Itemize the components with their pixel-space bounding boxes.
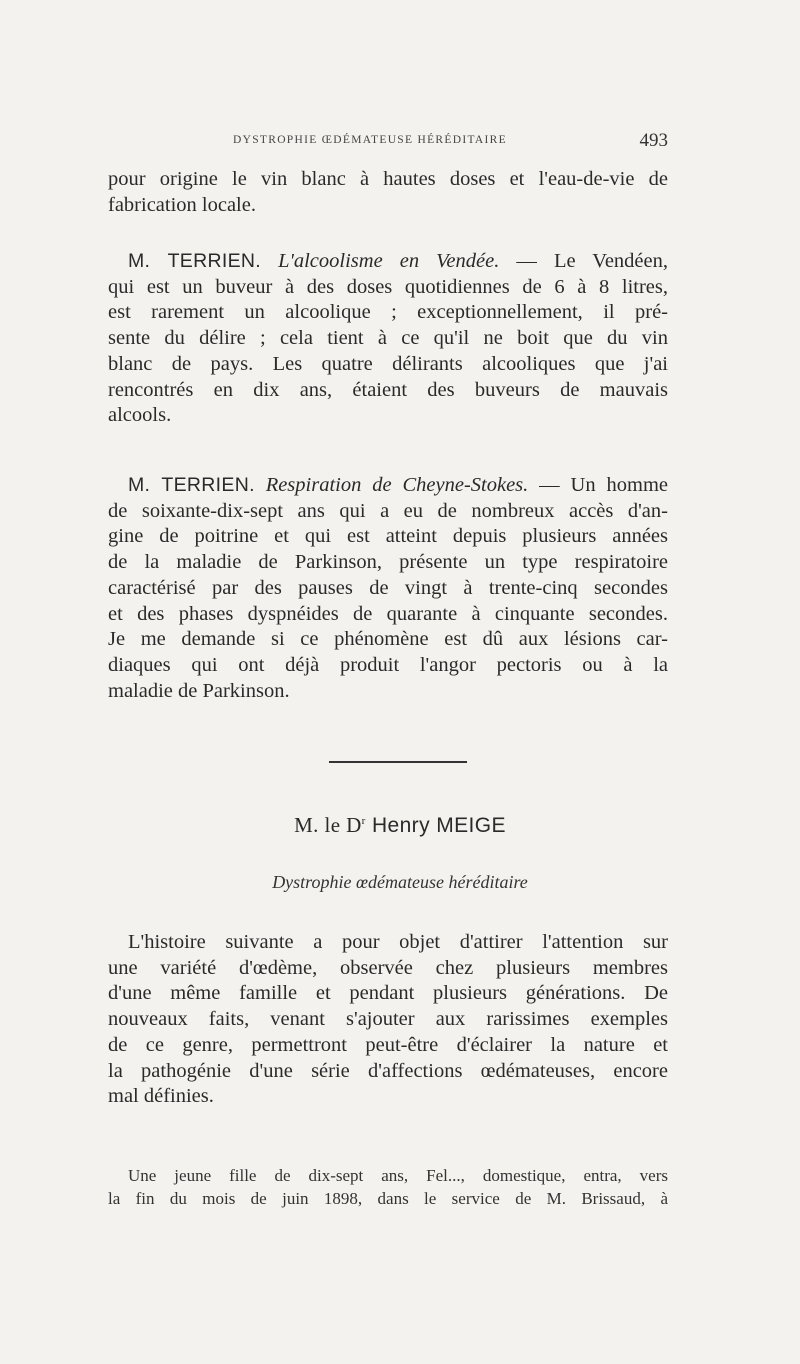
author-prefix: M. le D (294, 813, 362, 837)
text-line: la pathogénie d'une série d'affections œdémateuses, encore (108, 1059, 668, 1082)
text-fragment: — Le Vendéen, (499, 250, 668, 272)
paragraph-introduction (108, 930, 668, 1110)
text-line: est rarement un alcoolique ; exceptionnellement, il pré- (108, 301, 668, 324)
speaker-name: M. TERRIEN. (128, 250, 261, 272)
text-line: alcools. (108, 404, 172, 427)
text-line (108, 473, 668, 499)
text-line: sente du délire ; cela tient à ce qu'il ne boit que du vin (108, 327, 668, 350)
text-line: rencontrés en dix ans, étaient des buveurs de mauvais (108, 378, 668, 401)
text-line: fabrication locale. (108, 193, 256, 216)
text-line: blanc de pays. Les quatre délirants alcooliques que j'ai (108, 352, 668, 375)
paragraph-terrien-alcoolisme (108, 249, 668, 429)
text-line: une variété d'œdème, observée chez plusieurs membres (108, 956, 668, 979)
text-line: de la maladie de Parkinson, présente un type respiratoire (108, 551, 668, 574)
text-line: mal définies. (108, 1085, 214, 1108)
paragraph-case-report (108, 1164, 668, 1210)
author-superscript: r (361, 815, 366, 827)
text-line: pour origine le vin blanc à hautes doses et l'eau-de-vie de (108, 168, 668, 190)
text-line (108, 249, 668, 275)
text-line: la fin du mois de juin 1898, dans le service de M. Brissaud, à (108, 1189, 668, 1208)
text-line: d'une même famille et pendant plusieurs générations. De (108, 982, 668, 1005)
speaker-name: M. TERRIEN. (128, 474, 255, 496)
text-line: caractérisé par des pauses de vingt à trente-cinq secondes (108, 576, 668, 599)
page-number: 493 (639, 130, 668, 151)
text-line: de soixante-dix-sept ans qui a eu de nombreux accès d'an- (108, 499, 668, 522)
text-line: diaques qui ont déjà produit l'angor pectoris ou à la (108, 653, 668, 676)
author-name: Henry MEIGE (365, 814, 506, 837)
section-divider (329, 761, 467, 763)
text-line: Je me demande si ce phénomène est dû aux lésions car- (108, 628, 668, 651)
paragraph-continuation (108, 167, 668, 218)
paragraph-terrien-cheyne-stokes (108, 473, 668, 704)
text-line: Une jeune fille de dix-sept ans, Fel..., domestique, entra, vers (128, 1166, 668, 1185)
communication-title: Respiration de Cheyne-Stokes. (265, 474, 529, 496)
text-line: gine de poitrine et qui est atteint depuis plusieurs années (108, 525, 668, 548)
text-line: de ce genre, permettront peut-être d'éclairer la nature et (108, 1033, 668, 1056)
article-title: Dystrophie œdémateuse héréditaire (272, 872, 528, 892)
text-line: L'histoire suivante a pour objet d'attirer l'attention sur (128, 931, 668, 953)
text-line: qui est un buveur à des doses quotidiennes de 6 à 8 litres, (108, 275, 668, 298)
text-line: et des phases dyspnéides de quarante à cinquante secondes. (108, 602, 668, 625)
article-author (0, 813, 800, 838)
text-line: maladie de Parkinson. (108, 679, 290, 702)
running-head (108, 130, 668, 154)
text-line: nouveaux faits, venant s'ajouter aux rarissimes exemples (108, 1008, 668, 1031)
text-fragment: — Un homme (528, 474, 668, 496)
communication-title: L'alcoolisme en Vendée. (278, 250, 500, 272)
running-title: DYSTROPHIE ŒDÉMATEUSE HÉRÉDITAIRE (233, 134, 507, 146)
